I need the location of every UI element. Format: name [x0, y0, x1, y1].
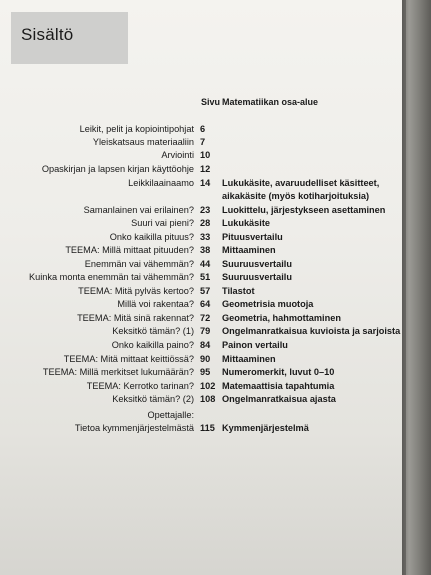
toc-entry-area: Luokittelu, järjestykseen asettaminen [222, 205, 386, 215]
toc-entry-page: 51 [200, 272, 211, 282]
toc-entry-title: Opaskirjan ja lapsen kirjan käyttöohje [41, 164, 194, 174]
toc-entry-title: Yleiskatsaus materiaaliin [92, 137, 194, 147]
toc-entry-page: 72 [200, 313, 211, 323]
toc-entry-page: 23 [200, 205, 211, 215]
toc-entry-page: 6 [200, 124, 206, 134]
toc-entry-title: Onko kaikilla paino? [111, 340, 194, 350]
toc-entry-title: Keksitkö tämän? (1) [112, 326, 194, 336]
toc-entry-title: TEEMA: Mitä mittaat keittiössä? [63, 354, 194, 364]
toc-entry [0, 124, 402, 136]
toc-entry-title: Arviointi [161, 150, 194, 160]
toc-entry-area: Mittaaminen [222, 245, 276, 255]
column-header-area: Matematiikan osa-alue [222, 97, 319, 107]
toc-entry [0, 340, 402, 352]
toc-entry-area: Suuruusvertailu [222, 272, 292, 282]
toc-entry-area: Geometria, hahmottaminen [222, 313, 341, 323]
toc-entry-page: 12 [200, 164, 211, 174]
toc-entry-page: 90 [200, 354, 211, 364]
toc-entry-page: 79 [200, 326, 211, 336]
toc-entry-title: Samanlainen vai erilainen? [83, 205, 194, 215]
toc-entry [0, 205, 402, 217]
toc-entry-area: Geometrisia muotoja [222, 299, 314, 309]
toc-entry [0, 313, 402, 325]
toc-entry-title: TEEMA: Mitä sinä rakennat? [77, 313, 194, 323]
toc-entry [0, 178, 402, 190]
toc-entry-area: Ongelmanratkaisua ajasta [222, 394, 336, 404]
toc-entry-area: Numeromerkit, luvut 0–10 [222, 367, 335, 377]
toc-entry-page: 44 [200, 259, 211, 269]
toc-entry-page: 108 [200, 394, 216, 404]
toc-entry-title: Millä voi rakentaa? [117, 299, 194, 309]
toc-entry-title: TEEMA: Mitä pylväs kertoo? [78, 286, 194, 296]
toc-entry-page: 28 [200, 218, 211, 228]
toc-entry-area: Lukukäsite, avaruudelliset käsitteet, [222, 178, 380, 188]
toc-entry-page: 33 [200, 232, 211, 242]
toc-entry-title: Leikit, pelit ja kopiointipohjat [79, 124, 194, 134]
toc-entry-title: TEEMA: Millä mittaat pituuden? [65, 245, 194, 255]
toc-entry-title: Onko kaikilla pituus? [109, 232, 194, 242]
toc-entry [0, 354, 402, 366]
toc-entry-area: Mittaaminen [222, 354, 276, 364]
toc-entry-area: Pituusvertailu [222, 232, 283, 242]
toc-entry [0, 299, 402, 311]
toc-entry-title: Suuri vai pieni? [131, 218, 194, 228]
toc-entry-title: Enemmän vai vähemmän? [84, 259, 194, 269]
toc-entry-page: 84 [200, 340, 211, 350]
toc-entry-title: TEEMA: Millä merkitset lukumäärän? [42, 367, 194, 377]
toc-entry [0, 218, 402, 230]
column-header-page: Sivu [201, 97, 221, 107]
toc-entry [0, 259, 402, 271]
toc-entry-area: Suuruusvertailu [222, 259, 292, 269]
toc-entry [0, 232, 402, 244]
toc-entry-title: Tietoa kymmenjärjestelmästä [74, 423, 194, 433]
toc-entry-page: 57 [200, 286, 211, 296]
toc-entry-area: Kymmenjärjestelmä [222, 423, 309, 433]
toc-entry [0, 394, 402, 406]
toc-entry-page: 14 [200, 178, 211, 188]
page-edge-shadow [402, 0, 406, 575]
toc-entry-title: TEEMA: Kerrotko tarinan? [86, 381, 194, 391]
toc-entry-area: Tilastot [222, 286, 255, 296]
toc-entry-page: 102 [200, 381, 216, 391]
toc-entry-title: Kuinka monta enemmän tai vähemmän? [29, 272, 194, 282]
toc-entry [0, 150, 402, 162]
toc-entry [0, 326, 402, 338]
toc-entry [0, 410, 402, 422]
toc-entry-page: 115 [200, 423, 215, 433]
page-title: Sisältö [21, 25, 74, 44]
toc-entry [0, 367, 402, 379]
toc-entry [0, 286, 402, 298]
toc-entry [0, 272, 402, 284]
toc-entry-area: Painon vertailu [222, 340, 288, 350]
toc-entry-title: Opettajalle: [147, 410, 194, 420]
toc-entry [0, 423, 402, 435]
toc-entry-page: 7 [200, 137, 206, 147]
toc-entry [0, 137, 402, 149]
toc-entry-page: 38 [200, 245, 211, 255]
toc-entry-page: 64 [200, 299, 211, 309]
toc-entry-title: Leikkilaainaamo [128, 178, 194, 188]
toc-entry-area: Matemaattisia tapahtumia [222, 381, 335, 391]
toc-entry-page: 10 [200, 150, 211, 160]
toc-entry [0, 245, 402, 257]
page-edge [402, 0, 431, 575]
toc-entry [0, 164, 402, 176]
toc-entry [0, 381, 402, 393]
toc-entry-area: Lukukäsite [222, 218, 270, 228]
toc-entry-page: 95 [200, 367, 211, 377]
toc-entry-area-continued: aikakäsite (myös kotiharjoituksia) [222, 191, 370, 201]
toc-entry-title: Keksitkö tämän? (2) [112, 394, 194, 404]
toc-entry-area: Ongelmanratkaisua kuvioista ja sarjoista [222, 326, 401, 336]
